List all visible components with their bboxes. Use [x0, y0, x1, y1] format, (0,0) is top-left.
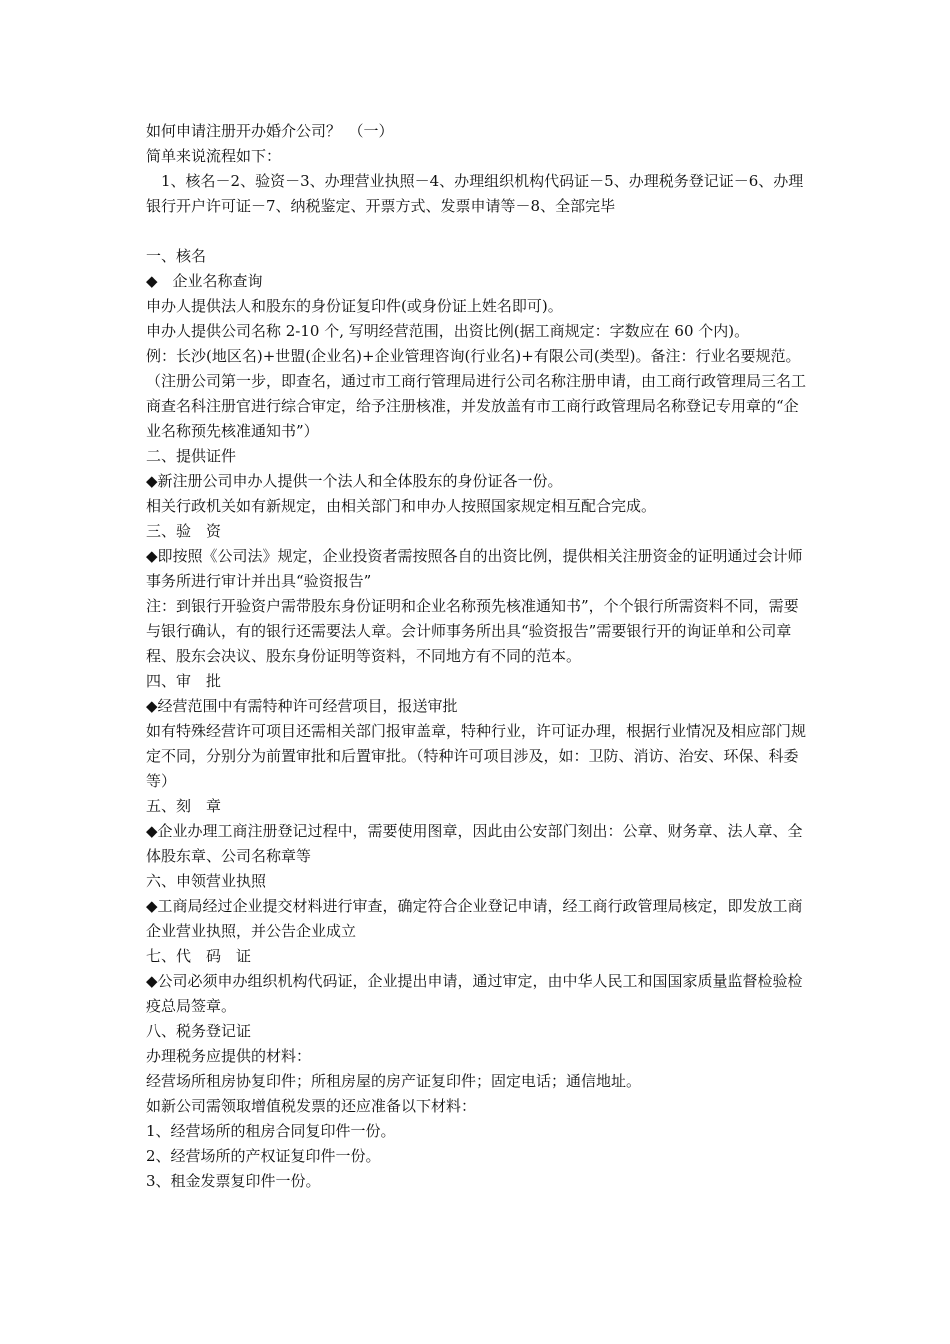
paragraph: ◆企业办理工商注册登记过程中，需要使用图章，因此由公安部门刻出：公章、财务章、法人章、全体股东章、公司名称章等 — [146, 822, 803, 865]
paragraph: ◆经营范围中有需特种许可经营项目，报送审批 — [146, 697, 458, 715]
section-heading-name-check: 一、核名 — [146, 247, 207, 265]
paragraph: 办理税务应提供的材料： — [146, 1047, 312, 1065]
list-item: 3、租金发票复印件一份。 — [146, 1172, 321, 1190]
paragraph: 如新公司需领取增值税发票的还应准备以下材料： — [146, 1097, 477, 1115]
flow-summary: 1、核名－2、验资－3、办理营业执照－4、办理组织机构代码证－5、办理税务登记证－6、办理银行开户许可证－7、纳税鉴定、开票方式、发票申请等－8、全部完毕 — [146, 172, 804, 215]
list-item: 1、经营场所的租房合同复印件一份。 — [146, 1122, 396, 1140]
subheading-name-query: ◆ 企业名称查询 — [146, 272, 263, 290]
section-heading-organization-code: 七、代 码 证 — [146, 947, 252, 965]
paragraph: 例：长沙(地区名)+世盟(企业名)+企业管理咨询(行业名)+有限公司(类型)。备注：行业名要规范。 — [146, 347, 801, 365]
paragraph: 经营场所租房协复印件；所租房屋的房产证复印件；固定电话；通信地址。 — [146, 1072, 642, 1090]
section-heading-capital-verification: 三、验 资 — [146, 522, 222, 540]
section-heading-approval: 四、审 批 — [146, 672, 222, 690]
paragraph: 申办人提供法人和股东的身份证复印件(或身份证上姓名即可)。 — [146, 297, 563, 315]
section-heading-tax-registration: 八、税务登记证 — [146, 1022, 252, 1040]
paragraph: ◆新注册公司申办人提供一个法人和全体股东的身份证各一份。 — [146, 472, 563, 490]
section-heading-business-license: 六、申领营业执照 — [146, 872, 267, 890]
paragraph: （注册公司第一步，即查名，通过市工商行管理局进行公司名称注册申请，由工商行政管理局三名工商查名科注册官进行综合审定，给予注册核准，并发放盖有市工商行政管理局名称登记专用章的“企业名称预先核准通知书”） — [146, 372, 807, 440]
paragraph: ◆公司必须申办组织机构代码证，企业提出申请，通过审定，由中华人民工和国国家质量监督检验检疫总局签章。 — [146, 972, 803, 1015]
blank-line — [146, 219, 810, 244]
section-heading-documents: 二、提供证件 — [146, 447, 237, 465]
paragraph: 注：到银行开验资户需带股东身份证明和企业名称预先核准通知书”，个个银行所需资料不同，需要与银行确认，有的银行还需要法人章。会计师事务所出具“验资报告”需要银行开的询证单和公司章程、股东会决议、股东身份证明等资料，不同地方有不同的范本。 — [146, 597, 799, 665]
paragraph: ◆工商局经过企业提交材料进行审查，确定符合企业登记申请，经工商行政管理局核定，即发放工商企业营业执照，并公告企业成立 — [146, 897, 803, 940]
section-heading-seals: 五、刻 章 — [146, 797, 222, 815]
paragraph: 如有特殊经营许可项目还需相关部门报审盖章，特种行业，许可证办理，根据行业情况及相应部门规定不同，分别分为前置审批和后置审批。（特种许可项目涉及，如：卫防、消访、治安、环保、科委等） — [146, 722, 807, 790]
intro-text: 简单来说流程如下： — [146, 147, 282, 165]
paragraph: 申办人提供公司名称 2-10 个, 写明经营范围，出资比例(据工商规定：字数应在 60 个内)。 — [146, 322, 750, 340]
list-item: 2、经营场所的产权证复印件一份。 — [146, 1147, 381, 1165]
document-title: 如何申请注册开办婚介公司？ （一） — [146, 122, 394, 140]
paragraph: 相关行政机关如有新规定，由相关部门和申办人按照国家规定相互配合完成。 — [146, 497, 657, 515]
paragraph: ◆即按照《公司法》规定，企业投资者需按照各自的出资比例，提供相关注册资金的证明通过会计师事务所进行审计并出具“验资报告” — [146, 547, 803, 590]
